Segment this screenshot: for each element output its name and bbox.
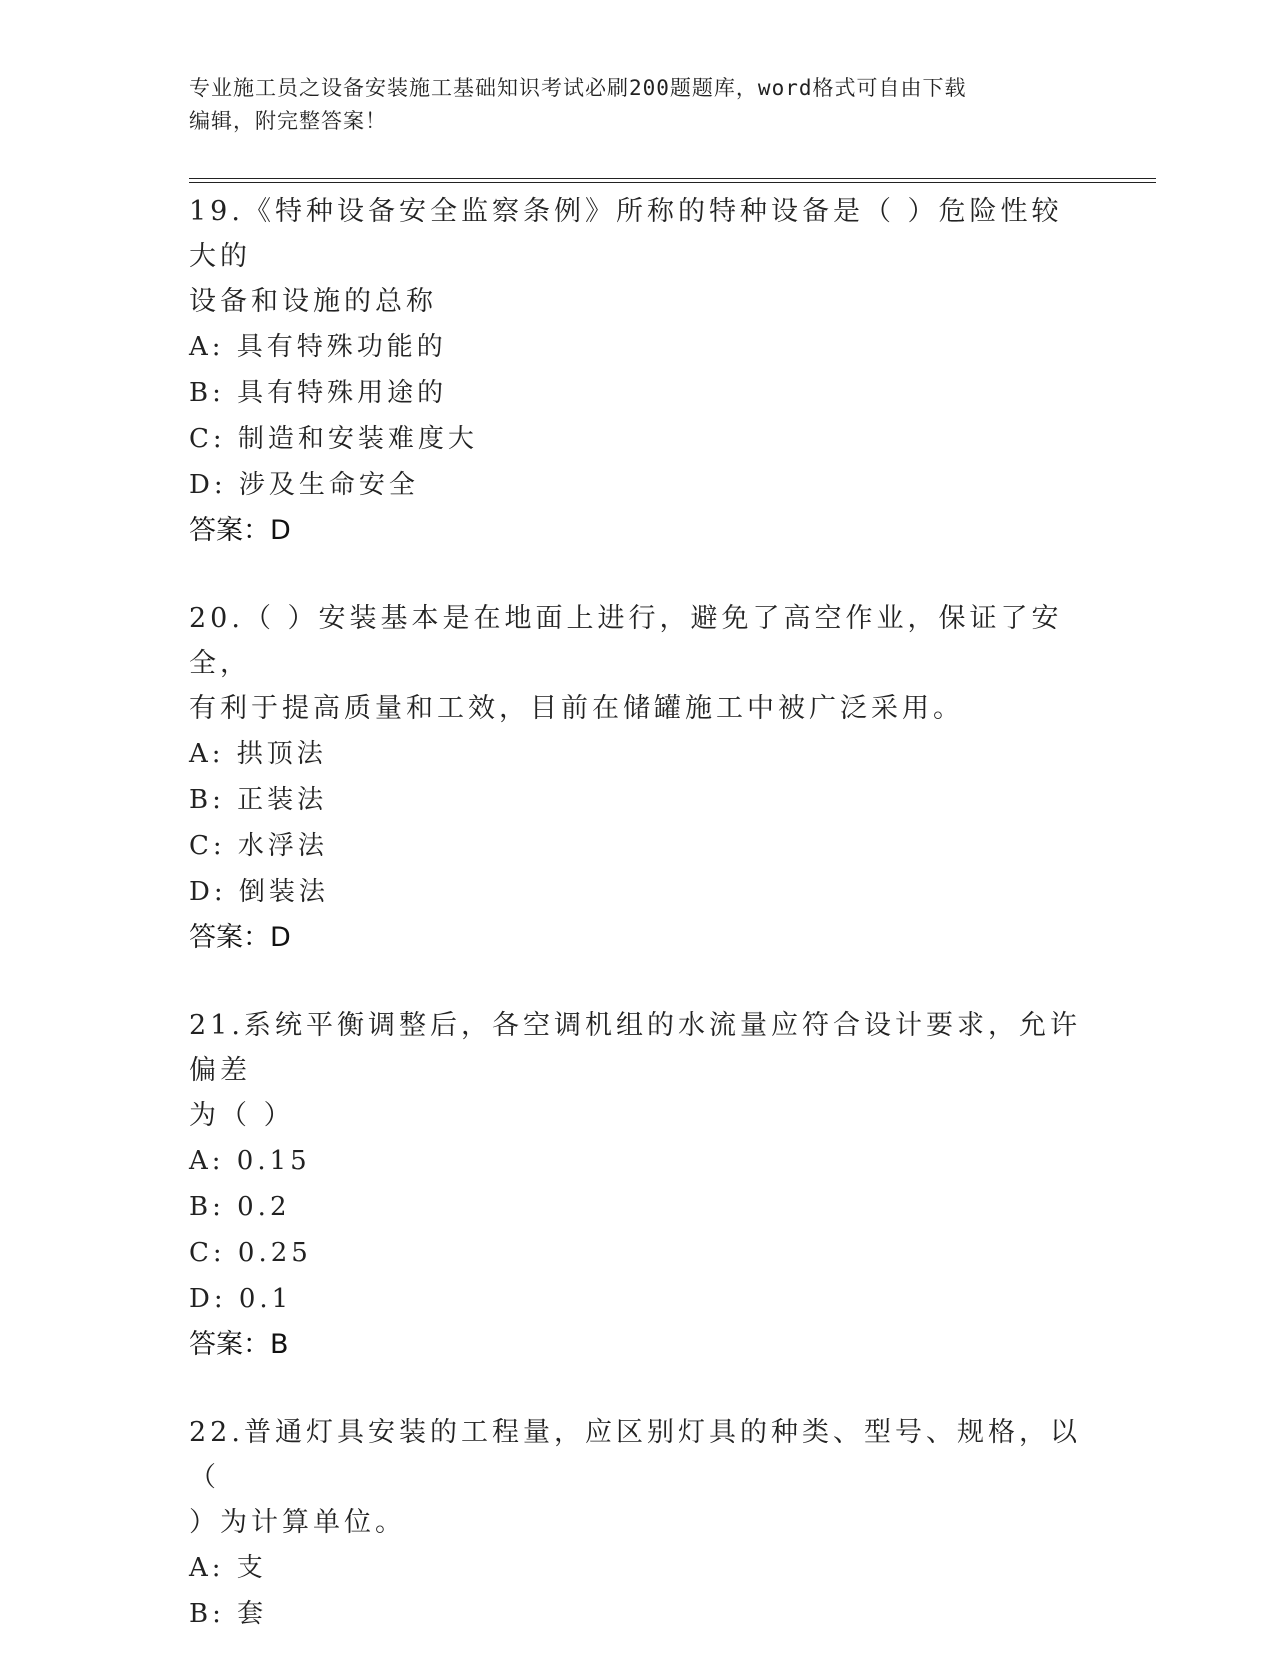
question-stem bbox=[189, 189, 1089, 324]
answer: 答案：B bbox=[189, 1329, 289, 1360]
option-a: A: 0.15 bbox=[189, 1146, 311, 1176]
option-b: B: 正装法 bbox=[189, 785, 328, 815]
question-stem bbox=[189, 1003, 1089, 1138]
option-b: B: 具有特殊用途的 bbox=[189, 378, 448, 408]
stem-line: 19.《特种设备安全监察条例》所称的特种设备是（ ）危险性较大的 bbox=[189, 196, 1063, 272]
header-line-2: 编辑，附完整答案！ bbox=[189, 109, 387, 133]
header-divider-bottom bbox=[189, 182, 1156, 183]
option-a: A: 支 bbox=[189, 1553, 267, 1583]
option-d: D: 涉及生命安全 bbox=[189, 470, 419, 500]
option-a: A: 拱顶法 bbox=[189, 739, 327, 769]
question-22 bbox=[189, 1410, 1089, 1637]
stem-line: 20.（ ）安装基本是在地面上进行，避免了高空作业，保证了安全， bbox=[189, 603, 1063, 679]
question-stem bbox=[189, 596, 1089, 731]
answer: 答案：D bbox=[189, 515, 291, 546]
question-21 bbox=[189, 1003, 1089, 1368]
stem-line: 为（ ） bbox=[189, 1100, 295, 1131]
document-header bbox=[189, 72, 1069, 138]
option-b: B: 0.2 bbox=[189, 1192, 291, 1222]
option-c: C: 水浮法 bbox=[189, 831, 328, 861]
stem-line: ）为计算单位。 bbox=[189, 1507, 406, 1538]
stem-line: 22.普通灯具安装的工程量，应区别灯具的种类、型号、规格，以（ bbox=[189, 1417, 1081, 1493]
question-list bbox=[189, 189, 1089, 1679]
header-divider-top bbox=[189, 178, 1156, 179]
option-b: B: 套 bbox=[189, 1599, 268, 1629]
option-c: C: 0.25 bbox=[189, 1238, 312, 1268]
question-20 bbox=[189, 596, 1089, 961]
header-line-1: 专业施工员之设备安装施工基础知识考试必刷200题题库，word格式可自由下载 bbox=[189, 76, 967, 100]
stem-line: 21.系统平衡调整后，各空调机组的水流量应符合设计要求，允许偏差 bbox=[189, 1010, 1081, 1086]
option-c: C: 制造和安装难度大 bbox=[189, 424, 478, 454]
question-19 bbox=[189, 189, 1089, 554]
stem-line: 有利于提高质量和工效，目前在储罐施工中被广泛采用。 bbox=[189, 693, 964, 724]
question-stem bbox=[189, 1410, 1089, 1545]
option-a: A: 具有特殊功能的 bbox=[189, 332, 447, 362]
option-d: D: 0.1 bbox=[189, 1284, 293, 1314]
answer: 答案：D bbox=[189, 922, 291, 953]
stem-line: 设备和设施的总称 bbox=[189, 286, 437, 317]
option-d: D: 倒装法 bbox=[189, 877, 329, 907]
